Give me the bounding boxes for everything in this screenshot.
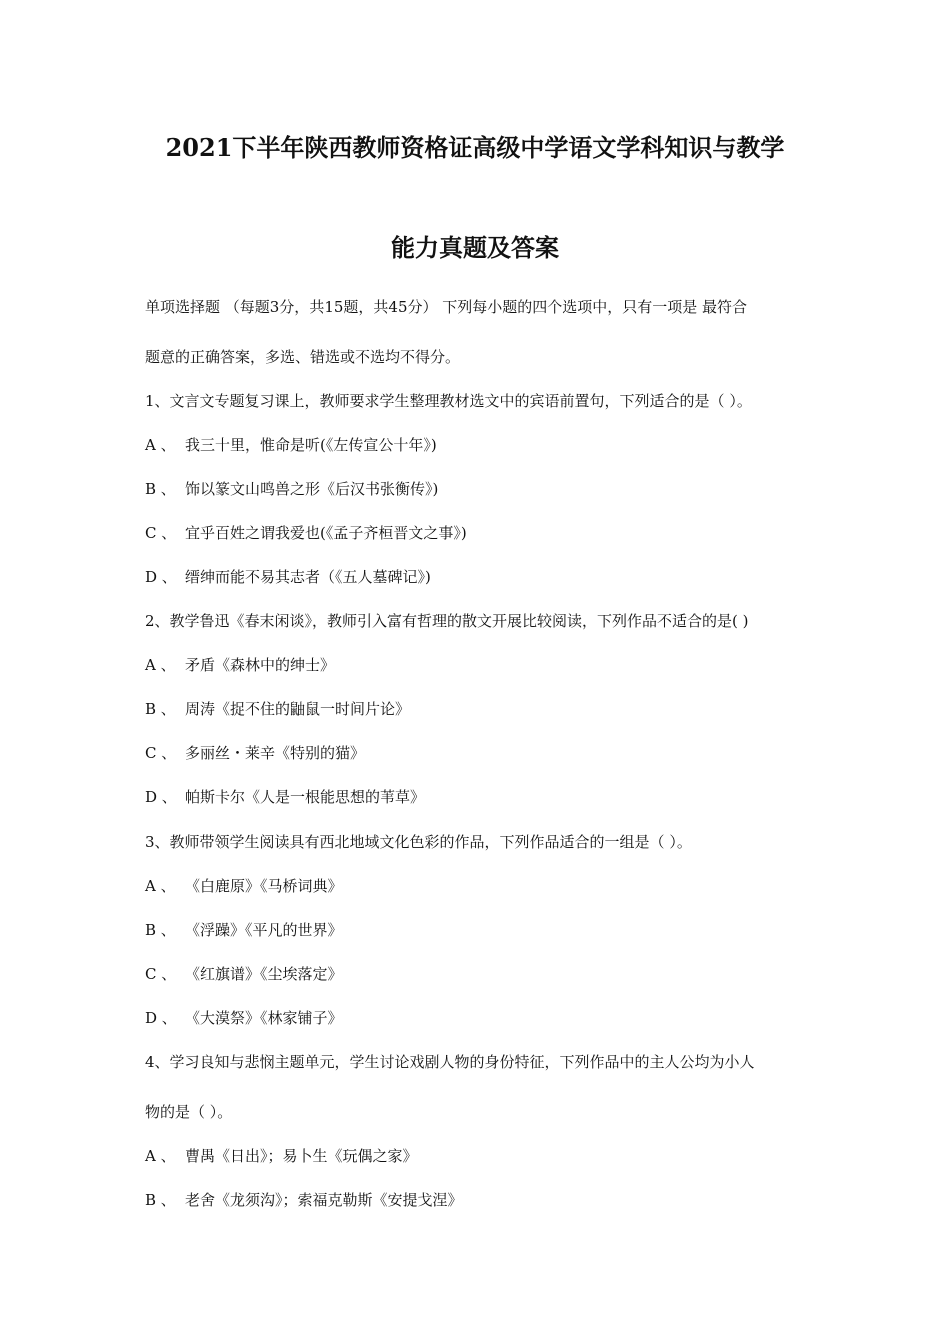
option-letter: C 、	[145, 744, 177, 762]
question-1-option-b	[145, 479, 810, 499]
option-letter: B 、	[145, 1191, 176, 1209]
option-letter: A 、	[145, 1147, 176, 1165]
option-text: 《大漠祭》《林家铺子》	[185, 1009, 343, 1027]
option-text: 老舍《龙须沟》；索福克勒斯《安提戈涅》	[185, 1191, 463, 1209]
option-letter: D 、	[145, 788, 177, 806]
question-4-option-a	[145, 1146, 810, 1166]
option-text: 矛盾《森林中的绅士》	[185, 656, 336, 674]
option-text: 多丽丝・莱辛《特别的猫》	[185, 744, 366, 762]
option-letter: A 、	[145, 436, 176, 454]
option-text: 饰以篆文山鸣兽之形《后汉书张衡传》)	[185, 480, 439, 498]
option-text: 曹禺《日出》；易卜生《玩偶之家》	[185, 1147, 418, 1165]
question-3-option-d	[145, 1008, 810, 1028]
option-letter: C 、	[145, 524, 177, 542]
option-text: 帕斯卡尔《人是一根能思想的苇草》	[185, 788, 426, 806]
question-1-option-d	[145, 567, 810, 587]
question-2-option-b	[145, 699, 810, 719]
question-2-option-d	[145, 787, 810, 807]
option-text: 缙绅而能不易其志者（《五人墓碑记》)	[185, 568, 431, 586]
option-text: 我三十里，惟命是听(《左传宣公十年》)	[185, 436, 437, 454]
question-4-stem-line-1: 4、学习良知与悲悯主题单元，学生讨论戏剧人物的身份特征，下列作品中的主人公均为小人	[145, 1053, 755, 1071]
option-letter: A 、	[145, 656, 176, 674]
option-letter: B 、	[145, 480, 176, 498]
question-3-option-b	[145, 920, 810, 940]
question-3-stem: 3、教师带领学生阅读具有西北地域文化色彩的作品，下列作品适合的一组是（ ）。	[145, 833, 692, 851]
instructions-line-1: 单项选择题 （每题3分，共15题，共45分） 下列每小题的四个选项中，只有一项是 最符合	[145, 298, 748, 316]
option-letter: B 、	[145, 921, 176, 939]
document-title-line-2: 能力真题及答案	[391, 233, 559, 262]
question-1-option-a	[145, 435, 810, 455]
question-1-stem: 1、文言文专题复习课上，教师要求学生整理教材选文中的宾语前置句，下列适合的是（ ）。	[145, 392, 752, 410]
option-letter: B 、	[145, 700, 176, 718]
question-3-option-a	[145, 876, 810, 896]
option-letter: A 、	[145, 877, 176, 895]
question-3-option-c	[145, 964, 810, 984]
document-title-line-1: 2021下半年陕西教师资格证高级中学语文学科知识与教学	[165, 133, 785, 162]
question-4-option-b	[145, 1190, 810, 1210]
question-1-option-c	[145, 523, 810, 543]
option-text: 《红旗谱》《尘埃落定》	[185, 965, 343, 983]
option-text: 《浮躁》《平凡的世界》	[185, 921, 343, 939]
option-text: 《白鹿原》《马桥词典》	[185, 877, 343, 895]
question-2-option-c	[145, 743, 810, 763]
question-4-stem-line-2: 物的是（ ）。	[145, 1103, 233, 1121]
option-text: 宜乎百姓之谓我爱也(《孟子齐桓晋文之事》)	[185, 524, 467, 542]
option-letter: C 、	[145, 965, 177, 983]
option-text: 周涛《捉不住的鼬鼠一时间片论》	[185, 700, 411, 718]
option-letter: D 、	[145, 568, 177, 586]
option-letter: D 、	[145, 1009, 177, 1027]
instructions-line-2: 题意的正确答案，多选、错选或不选均不得分。	[145, 348, 461, 366]
question-2-option-a	[145, 655, 810, 675]
question-2-stem: 2、教学鲁迅《春末闲谈》，教师引入富有哲理的散文开展比较阅读，下列作品不适合的是( )	[145, 612, 749, 630]
